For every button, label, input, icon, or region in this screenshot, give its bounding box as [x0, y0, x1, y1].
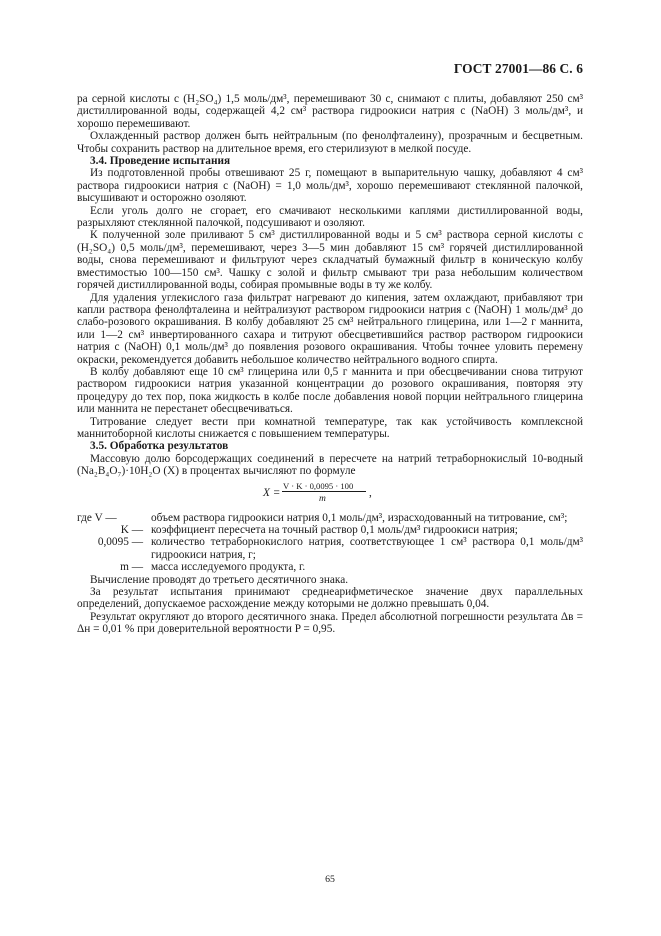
formula-lhs: X =	[263, 486, 281, 499]
definition-term: 0,0095 —	[97, 536, 143, 549]
paragraph: В колбу добавляют еще 10 см³ глицерина или 0,5 г маннита и при обесцвечивании снова титруют раствором гидроокиси натрия указанной концентрации до розового окрашивания, повторяя эту процедуру до тех пор, пока жидкость в колбе после добавления новой порции нейтрального глицерина или маннита не перестанет обесцвечиваться.	[77, 365, 583, 416]
definition-term: K —	[120, 524, 143, 536]
page-number: 65	[325, 874, 335, 885]
document-header: ГОСТ 27001—86 С. 6	[453, 61, 583, 76]
definition-term: где V —	[77, 511, 117, 524]
definition-item	[77, 512, 583, 524]
formula-denominator: m	[319, 493, 326, 504]
definition-text: масса исследуемого продукта, г.	[151, 561, 306, 574]
definition-text: количество тетраборнокислого натрия, соответствующее 1 см³ раствора 0,1 моль/дм³ гидроокиси натрия, г;	[151, 536, 583, 561]
paragraph: Из подготовленной пробы отвешивают 25 г, помещают в выпарительную чашку, добавляют 4 см³ раствора гидроокиси натрия c (NaOH) = 1,0 моль/дм³, хорошо перемешивают стеклянной палочкой, высушивают и осторожно озоляют.	[77, 167, 583, 205]
paragraph: Результат округляют до второго десятичного знака. Предел абсолютной погрешности результата Δв = Δн = 0,01 % при доверительной вероятности P = 0,95.	[77, 610, 583, 636]
formula	[77, 480, 583, 508]
section-heading-3-5: 3.5. Обработка результатов	[90, 440, 229, 453]
section-heading-3-4: 3.4. Проведение испытания	[90, 155, 231, 168]
paragraph: Вычисление проводят до третьего десятичного знака.	[90, 573, 349, 586]
formula-numerator: V · K · 0,0095 · 100	[283, 480, 354, 491]
paragraph: К полученной золе приливают 5 см³ дистиллированной воды и 5 см³ раствора серной кислоты c (H₂SO₄) 0,5 моль/дм³, перемешивают, через 3—5 мин добавляют 15 см³ горячей дистиллированной воды, снова перемешивают и фильтруют через складчатый бумажный фильтр в коническую колбу вместимостью 100—150 см³. Чашку с золой и фильтр смывают три раза небольшим количеством горячей дистиллированной воды, собирая промывные воды в ту же колбу.	[77, 229, 583, 292]
definition-text: коэффициент пересчета на точный раствор 0,1 моль/дм³ гидроокиси натрия;	[151, 524, 518, 536]
paragraph: За результат испытания принимают среднеарифметическое значение двух параллельных определений, допускаемое расхождение между которыми не должно превышать 0,04.	[77, 586, 583, 611]
definition-item	[77, 561, 583, 573]
definition-term: m —	[120, 561, 143, 574]
definition-text: объем раствора гидроокиси натрия 0,1 моль/дм³, израсходованный на титрование, см³;	[151, 511, 568, 524]
paragraph: Если уголь долго не сгорает, его смачивают несколькими каплями дистиллированной воды, разрыхляют стеклянной палочкой, подсушивают и озоляют.	[77, 204, 583, 230]
paragraph-continuation: ра серной кислоты c (H₂SO₄) 1,5 моль/дм³, перемешивают 30 с, снимают с плиты, добавляют 250 см³ дистиллированной воды, содержащей 4,2 см³ раствора гидроокиси натрия c (NaOH) 3 моль/дм³, и хорошо перемешивают.	[77, 93, 583, 130]
paragraph: Массовую долю борсодержащих соединений в пересчете на натрий тетраборнокислый 10-водный (Na₂B₄O₇)·10H₂O (X) в процентах вычисляют по формуле	[77, 452, 583, 478]
formula-tail: ,	[369, 486, 372, 499]
definition-item	[77, 536, 583, 561]
paragraph: Титрование следует вести при комнатной температуре, так как устойчивость комплексной маннитоборной кислоты снижается с повышением температуры.	[77, 415, 583, 440]
definition-item	[77, 524, 583, 536]
paragraph: Охлажденный раствор должен быть нейтральным (по фенолфталеину), прозрачным и бесцветным. Чтобы сохранить раствор на длительное время, его стерилизуют в мелкой посуде.	[77, 130, 583, 155]
document-body	[77, 93, 583, 636]
fraction-bar	[282, 491, 366, 492]
paragraph: Для удаления углекислого газа фильтрат нагревают до кипения, затем охлаждают, прибавляют три капли раствора фенолфталеина и нейтрализуют раствором гидроокиси натрия c (NaOH) 1 моль/дм³ до слабо-розового окрашивания. В колбу добавляют 25 см³ нейтрального глицерина, или 1—2 г маннита, или 1—2 см³ инвертированного сахара и титруют обесцветившийся раствор раствором гидроокиси натрия c (NaOH) 0,1 моль/дм³ до появления розового окрашивания. Чтобы точнее уловить перемену окраски, рекомендуется добавить небольшое количество нейтрального водного спирта.	[77, 291, 583, 366]
